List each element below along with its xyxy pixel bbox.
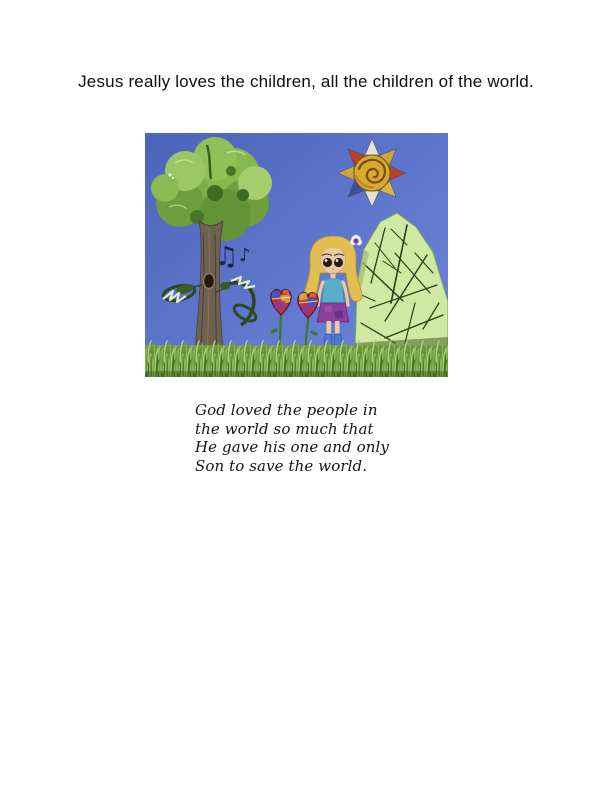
verse-line: Son to save the world.	[195, 456, 368, 475]
verse-line: the world so much that	[195, 419, 374, 438]
collage-illustration	[145, 133, 448, 377]
knot-hole	[204, 274, 215, 289]
shirt	[322, 279, 344, 304]
svg-text:♫: ♫	[215, 242, 239, 272]
verse-line: God loved the people in	[195, 401, 378, 419]
page-title: Jesus really loves the children, all the children of the world.	[78, 72, 534, 91]
sun-icon	[338, 139, 406, 207]
verse-text	[195, 401, 389, 475]
skirt	[317, 303, 349, 322]
grass	[145, 337, 448, 377]
verse-line: He gave his one and only	[195, 438, 389, 456]
svg-text:♪: ♪	[239, 245, 251, 266]
